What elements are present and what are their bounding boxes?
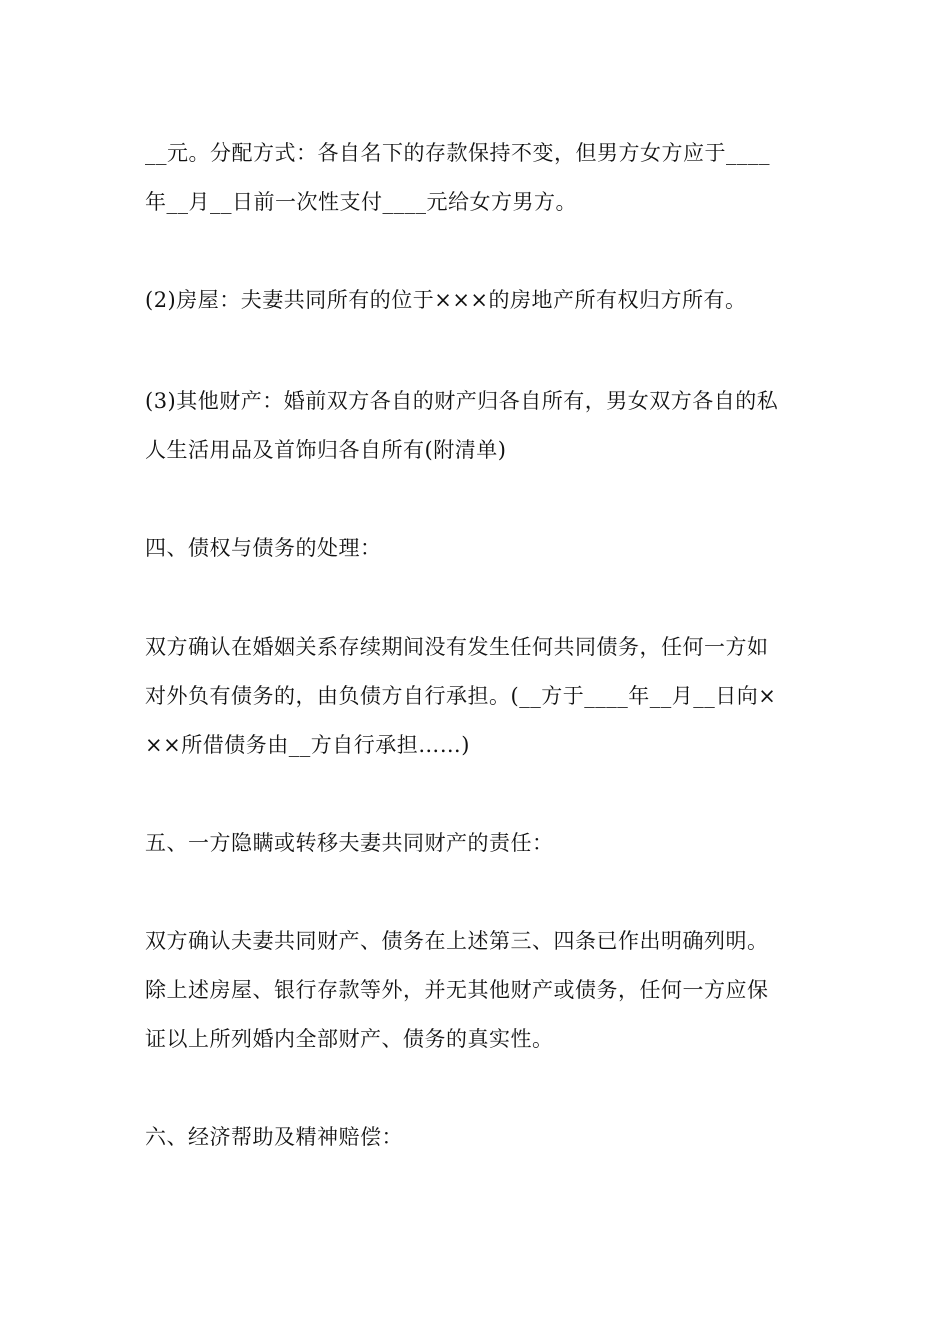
- text-line: (2)房屋：夫妻共同所有的位于×××的房地产所有权归方所有。: [145, 288, 747, 312]
- text-line: 年__月__日前一次性支付____元给女方男方。: [145, 190, 577, 214]
- text-line: 除上述房屋、银行存款等外，并无其他财产或债务，任何一方应保: [145, 978, 769, 1002]
- text-line: __元。分配方式：各自名下的存款保持不变，但男方女方应于____: [145, 141, 770, 165]
- paragraph-house: [145, 276, 815, 325]
- text-line: 证以上所列婚内全部财产、债务的真实性。: [145, 1027, 554, 1051]
- section-heading-debts: [145, 524, 815, 573]
- text-line: 六、经济帮助及精神赔偿：: [145, 1125, 403, 1149]
- paragraph-deposit-distribution: [145, 129, 815, 227]
- paragraph-other-property: [145, 377, 815, 475]
- text-line: 四、债权与债务的处理：: [145, 536, 382, 560]
- text-line: 双方确认在婚姻关系存续期间没有发生任何共同债务，任何一方如: [145, 635, 769, 659]
- text-line: ××所借债务由__方自行承担……): [145, 733, 470, 757]
- paragraph-debts: [145, 623, 815, 770]
- text-line: 双方确认夫妻共同财产、债务在上述第三、四条已作出明确列明。: [145, 929, 769, 953]
- text-line: 对外负有债务的，由负债方自行承担。(__方于____年__月__日向×: [145, 684, 777, 708]
- text-line: 人生活用品及首饰归各自所有(附清单): [145, 438, 507, 462]
- section-heading-compensation: [145, 1113, 815, 1162]
- text-line: 五、一方隐瞒或转移夫妻共同财产的责任：: [145, 831, 554, 855]
- text-line: (3)其他财产：婚前双方各自的财产归各自所有，男女双方各自的私: [145, 389, 779, 413]
- section-heading-concealment: [145, 819, 815, 868]
- paragraph-confirmation: [145, 917, 815, 1064]
